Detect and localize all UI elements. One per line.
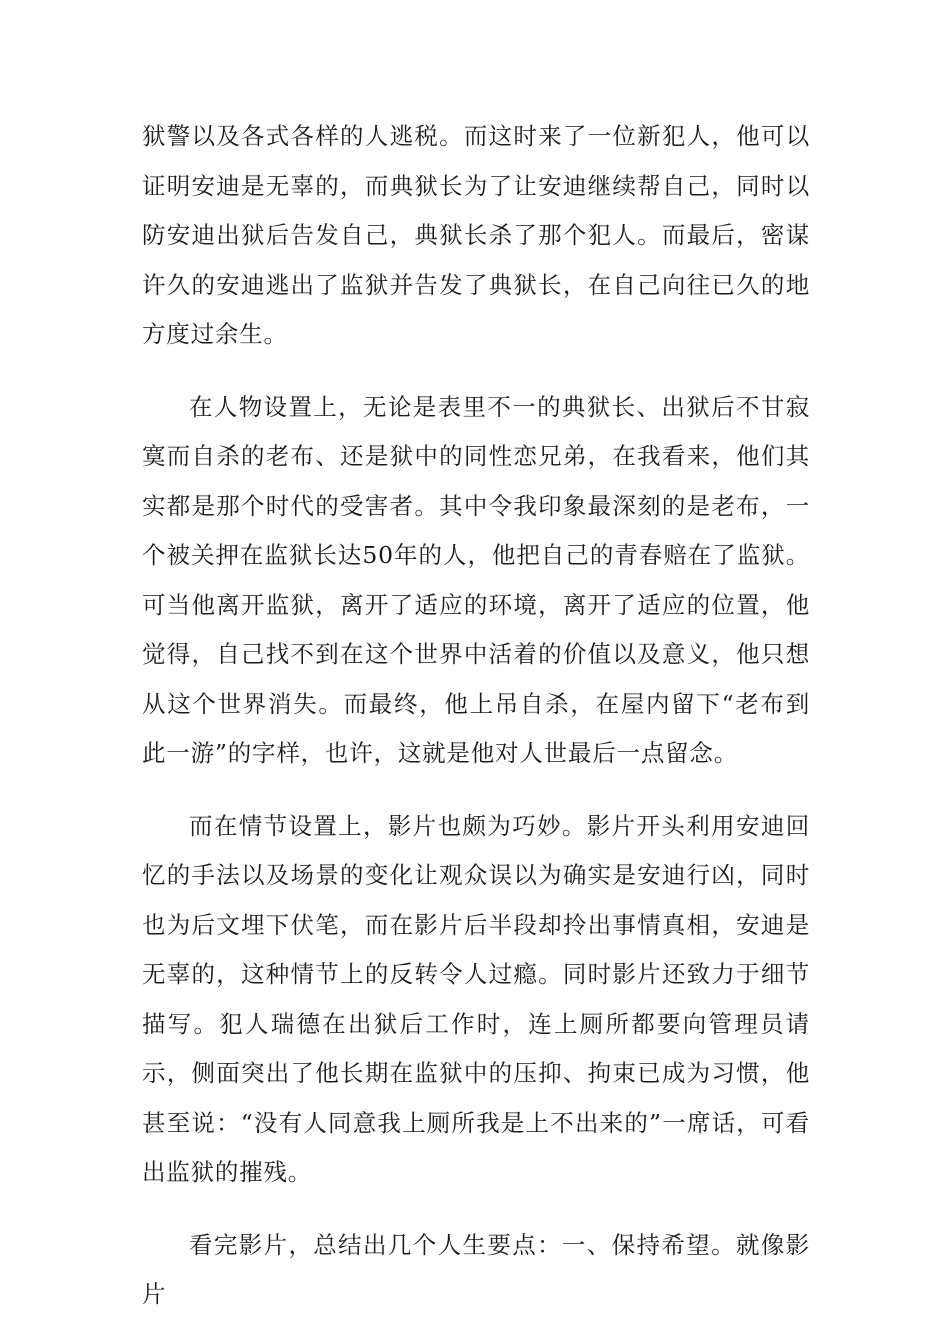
paragraph-3: 而在情节设置上，影片也颇为巧妙。影片开头利用安迪回忆的手法以及场景的变化让观众误以为确实是安迪行凶，同时也为后文埋下伏笔，而在影片后半段却拎出事情真相，安迪是无辜的，这种情节上的反转令人过瘾。同时影片还致力于细节描写。犯人瑞德在出狱后工作时，连上厕所都要向管理员请示，侧面突出了他长期在监狱中的压抑、拘束已成为习惯，他甚至说：“没有人同意我上厕所我是上不出来的”一席话，可看出监狱的摧残。	[142, 811, 810, 1186]
paragraph-1: 狱警以及各式各样的人逃税。而这时来了一位新犯人，他可以证明安迪是无辜的，而典狱长为了让安迪继续帮自己，同时以防安迪出狱后告发自己，典狱长杀了那个犯人。而最后，密谋许久的安迪逃出了监狱并告发了典狱长，在自己向往已久的地方度过余生。	[142, 122, 810, 348]
paragraph-4: 看完影片，总结出几个人生要点：一、保持希望。就像影片	[142, 1230, 810, 1308]
document-body	[142, 112, 810, 1343]
paragraph-2: 在人物设置上，无论是表里不一的典狱长、出狱后不甘寂寞而自杀的老布、还是狱中的同性恋兄弟，在我看来，他们其实都是那个时代的受害者。其中令我印象最深刻的是老布，一个被关押在监狱长达50年的人，他把自己的青春赔在了监狱。可当他离开监狱，离开了适应的环境，离开了适应的位置，他觉得，自己找不到在这个世界中活着的价值以及意义，他只想从这个世界消失。而最终，他上吊自杀，在屋内留下“老布到此一游”的字样，也许，这就是他对人世最后一点留念。	[142, 392, 810, 767]
